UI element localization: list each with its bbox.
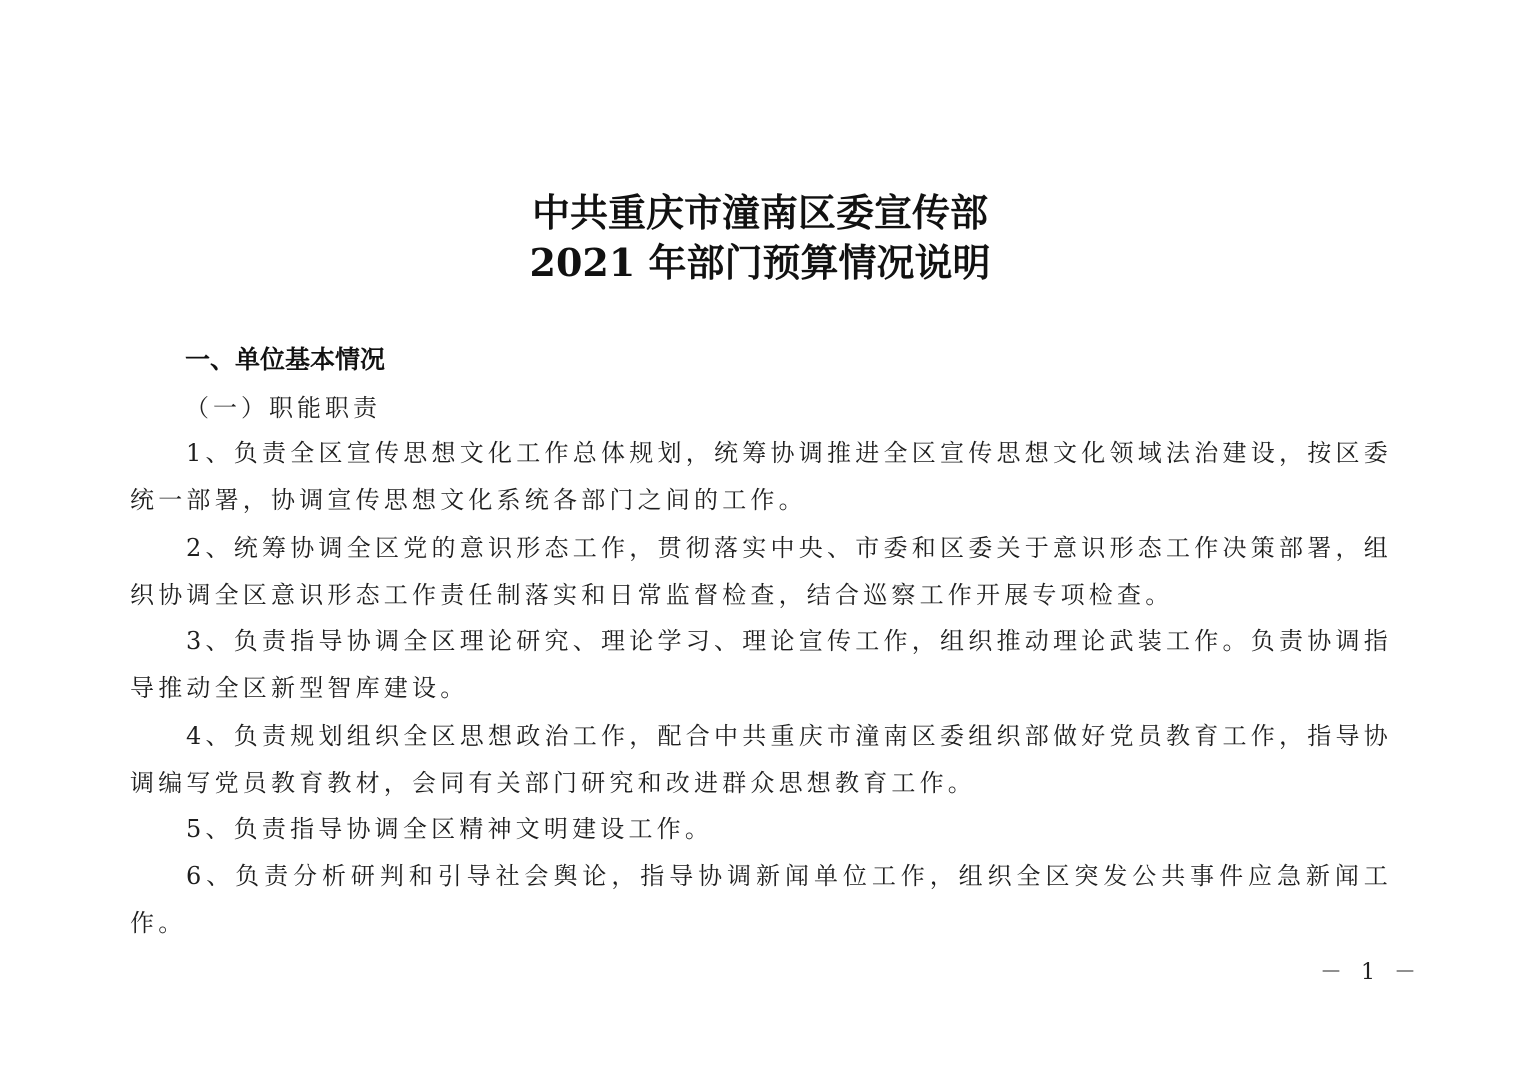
document-title-line-1: 中共重庆市潼南区委宣传部 [531,190,988,235]
page-number: － 1 － [1320,960,1422,985]
section-heading: 一、单位基本情况 [185,345,386,374]
paragraph-3: 3、负责指导协调全区理论研究、理论学习、理论宣传工作，组织推动理论武装工作。负责协调指导推动全区新型智库建设。 [130,627,1392,702]
document-title-line-2: 2021 年部门预算情况说明 [529,240,991,285]
paragraph-4: 4、负责规划组织全区思想政治工作，配合中共重庆市潼南区委组织部做好党员教育工作，指导协调编写党员教育教材，会同有关部门研究和改进群众思想教育工作。 [130,722,1392,797]
paragraph-6: 6、负责分析研判和引导社会舆论，指导协调新闻单位工作，组织全区突发公共事件应急新闻工作。 [130,862,1392,937]
sub-heading: （一）职能职责 [185,394,381,422]
paragraph-1: 1、负责全区宣传思想文化工作总体规划，统筹协调推进全区宣传思想文化领域法治建设，按区委统一部署，协调宣传思想文化系统各部门之间的工作。 [130,439,1392,514]
paragraph-5: 5、负责指导协调全区精神文明建设工作。 [186,815,714,843]
paragraph-2: 2、统筹协调全区党的意识形态工作，贯彻落实中央、市委和区委关于意识形态工作决策部署，组织协调全区意识形态工作责任制落实和日常监督检查，结合巡察工作开展专项检查。 [130,534,1392,609]
